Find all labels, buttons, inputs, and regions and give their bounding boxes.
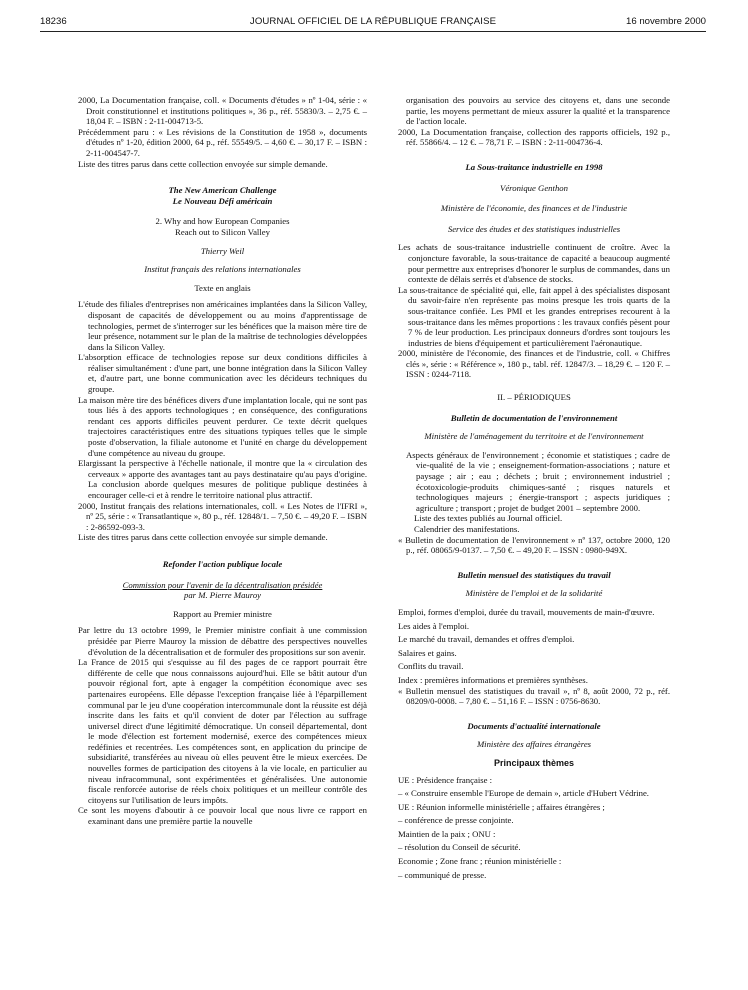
paragraph: Aspects généraux de l'environnement ; économie et statistiques ; cadre de vie-qualité de la vie ; enseignement-formation-associations ; nature et paysage ; air ; eau ; déchets ; bruit ; environnement industriel ; écotoxicologie-produits chimiques-santé ; risques naturels et technologiques majeurs ; énergie-transport ; aspects juridiques ; agriculture ; transport ; projet de budget 2001 – septembre 2000. (406, 449, 670, 513)
ministry: Ministère de l'aménagement du territoire et de l'environnement (424, 431, 644, 442)
list-item: Economie ; Zone franc ; réunion ministérielle : (398, 856, 562, 867)
paragraph: Les achats de sous-traitance industrielle continuent de croître. Avec la conjoncture favorable, la sous-traitance de capacité a beaucoup augmenté pour permettre aux entreprises d'honorer le surplus de commandes, dans un contexte de délais serrés et d'absence de stocks. (398, 242, 670, 285)
section-title: La Sous-traitance industrielle en 1998 (465, 161, 603, 172)
section-title: Refonder l'action publique locale (162, 558, 283, 569)
publication-reference: « Bulletin de documentation de l'environnement » nº 137, octobre 2000, 120 p., réf. 08065/9-0137. – 7,50 €. – 49,20 F. – ISSN : 0980-949X. (398, 534, 670, 556)
page-number: 18236 (40, 16, 67, 27)
list-item: – « Construire ensemble l'Europe de demain », article d'Hubert Védrine. (398, 788, 649, 799)
collection-list-note: Liste des titres parus dans cette collection envoyée sur simple demande. (78, 532, 328, 543)
themes-heading: Principaux thèmes (493, 757, 575, 768)
list-item: Salaires et gains. (398, 647, 457, 658)
section-subtitle-2: Reach out to Silicon Valley (175, 226, 270, 237)
publication-reference: « Bulletin mensuel des statistiques du travail », nº 8, août 2000, 72 p., réf. 08209/0-0008. – 7,80 €. – 51,16 F. – ISSN : 0756-8630. (398, 685, 670, 707)
collection-list-note: Liste des titres parus dans cette collection envoyée sur simple demande. (78, 158, 328, 169)
list-item: Les aides à l'emploi. (398, 620, 470, 631)
list-item: Le marché du travail, demandes et offres d'emploi. (398, 634, 575, 645)
institution: Institut français des relations internationales (144, 264, 301, 275)
paragraph: Elargissant la perspective à l'échelle nationale, il montre que la « circulation des cerveaux » apporte des avantages tant au pays destinataire qu'au pays d'origine. La conclusion aborde quelques mesures de politique publique destinées à encourager celle-ci et à rendre le territoire national plus attractif. (78, 458, 367, 500)
commission-chair: par M. Pierre Mauroy (183, 590, 262, 601)
journal-title: JOURNAL OFFICIEL DE LA RÉPUBLIQUE FRANÇAISE (249, 16, 497, 27)
publication-reference: 2000, Institut français des relations internationales, coll. « Les Notes de l'IFRI », nº 25, série : « Transatlantique », 80 p., réf. 12848/1. – 7,50 €. – 49,20 F. – ISBN : 2-86592-093-3. (78, 500, 367, 532)
list-item: – conférence de presse conjointe. (398, 815, 514, 826)
paragraph: L'étude des filiales d'entreprises non américaines implantées dans la Silicon Valley, disposant de capacités de développement ou au moins d'apprentissage de technologies, permet de s'interroger sur les bénéfices que la maison mère tire de leur présence, notamment sur le plan de la maîtrise de technologies développées dans la Silicon Valley. (78, 299, 367, 352)
paragraph: L'absorption efficace de technologies repose sur deux conditions difficiles à réaliser simultanément : d'une part, une bonne intégration dans la Silicon Valley et, d'autre part, une bonne communication avec les décideurs techniques du groupe. (78, 352, 367, 395)
left-column (78, 95, 367, 827)
ministry: Ministère des affaires étrangères (476, 739, 592, 750)
ministry: Ministère de l'emploi et de la solidarité (465, 588, 603, 599)
section-title-en: The New American Challenge (168, 185, 277, 196)
list-item: Index : premières informations et premières synthèses. (398, 674, 588, 685)
publication-reference: 2000, La Documentation française, collection des rapports officiels, 192 p., réf. 55866/4. – 12 €. – 78,71 F. – ISBN : 2-11-004736-4. (398, 126, 670, 148)
language-note: Texte en anglais (194, 282, 251, 293)
paragraph: Liste des textes publiés au Journal officiel. (414, 513, 563, 524)
paragraph: Calendrier des manifestations. (414, 524, 520, 534)
previous-publication: Précédemment paru : « Les révisions de la Constitution de 1958 », documents d'études nº 1-20, édition 2000, 64 p., réf. 55549/5. – 4,60 €. – 30,17 F. – ISBN : 2-11-004547-7. (78, 126, 367, 158)
list-item: UE : Présidence française : (398, 774, 493, 785)
list-item: – communiqué de presse. (398, 869, 487, 880)
publication-reference: 2000, ministère de l'économie, des finances et de l'industrie, coll. « Chiffres clés », série : « Référence », 180 p., tabl. réf. 12847/3. – 18,29 €. – 120 F. – ISSN : 0244-7118. (398, 348, 670, 380)
author: Thierry Weil (200, 245, 245, 256)
list-item: – résolution du Conseil de sécurité. (398, 842, 521, 853)
section-title: Bulletin de documentation de l'environnement (450, 412, 618, 423)
section-title-fr: Le Nouveau Défi américain (172, 195, 273, 206)
paragraph: Par lettre du 13 octobre 1999, le Premier ministre confiait à une commission présidée par Pierre Mauroy la mission de débattre des perspectives nouvelles d'évolution de la décentralisation et de formuler des propositions sur son avenir. (78, 625, 367, 657)
page-header (40, 16, 706, 30)
commission: Commission pour l'avenir de la décentralisation présidée (122, 579, 323, 590)
ministry: Ministère de l'économie, des finances et de l'industrie (440, 203, 628, 214)
header-rule (40, 31, 706, 32)
right-column (398, 95, 670, 880)
issue-date: 16 novembre 2000 (625, 16, 706, 27)
list-item: UE : Réunion informelle ministérielle ; affaires étrangères ; (398, 801, 605, 812)
service: Service des études et des statistiques industrielles (447, 223, 621, 234)
list-item: Maintien de la paix ; ONU : (398, 828, 496, 839)
paragraph: La sous-traitance de spécialité qui, elle, fait appel à des spécialistes disposant du savoir-faire n'en représente pas moins presque les trois quarts de la sous-traitance confiée. Les PMI et les grandes entreprises recourent à la sous-traitance dans les mêmes proportions : les travaux confiés pèsent pour 7 % de leur production. Les principaux donneurs d'ordres sont toujours les industries de biens d'équipement et particulièrement l'aéronautique. (398, 284, 670, 348)
part-heading: II. – PÉRIODIQUES (497, 392, 571, 403)
paragraph: Ce sont les moyens d'aboutir à ce pouvoir local que nous livre ce rapport en examinant dans une première partie la nouvelle (78, 805, 367, 827)
top-entry: 2000, La Documentation française, coll. « Documents d'études » nº 1-04, série : « Droit constitutionnel et institutions politiques », 36 p., réf. 55830/3. – 2,75 €. – 18,04 F. – ISBN : 2-11-004713-5. (78, 95, 367, 127)
report-label: Rapport au Premier ministre (173, 608, 272, 619)
themes-list (398, 775, 670, 881)
list-item: Emploi, formes d'emploi, durée du travail, mouvements de main-d'œuvre. (398, 606, 655, 617)
list-item: Conflits du travail. (398, 661, 464, 672)
section-title: Documents d'actualité internationale (467, 720, 601, 731)
section-subtitle: 2. Why and how European Companies (155, 216, 290, 227)
paragraph: La maison mère tire des bénéfices divers d'une implantation locale, qui ne sont pas tous liés à des apports technologiques ; en conséquence, des configurations rendant ces apports difficiles peuvent perdurer. Ce texte décrit quelques trajectoires caractéristiques entre des situations typiques telles que le simple poste d'observation, la filiale autonome et l'unité en charge du développement d'une compétence au niveau du groupe. (78, 394, 367, 458)
contents-list (398, 607, 670, 686)
author: Véronique Genthon (500, 182, 568, 193)
paragraph: La France de 2015 qui s'esquisse au fil des pages de ce rapport pourrait être différente de celle que nous connaissons aujourd'hui. Elle se bâtit autour d'un pouvoir régional fort, apte à engager la compétition économique avec ses partenaires européens. Elle dépasse l'exception française liée à l'éparpillement communal par le jeu d'une coopération intercommunale dont la réussite est déjà inscrite dans les faits et qu'il convient de doter par l'élection au suffrage universel direct d'une légitimité démocratique. Un conseil départemental, dont le mode d'élection est fortement modernisé, exerce des compétences mieux redéfinies et recentrées. Les compétences sont, en application du principe de subsidiarité, transférées au niveau où elles peuvent être le mieux exercées. De nouvelles formes de participation des citoyens à la vie locale, en particulier au niveau infracommunal, sont expérimentées et généralisées. Une autonomie fiscale renforcée autorise de réels choix politiques et un meilleur contrôle des citoyens sur l'utilisation de leurs impôts. (78, 657, 367, 805)
section-title: Bulletin mensuel des statistiques du travail (457, 569, 611, 580)
continued-text: organisation des pouvoirs au service des citoyens et, dans une seconde partie, les moyens permettant de mieux assurer la qualité et la transparence de l'action locale. (406, 95, 670, 127)
